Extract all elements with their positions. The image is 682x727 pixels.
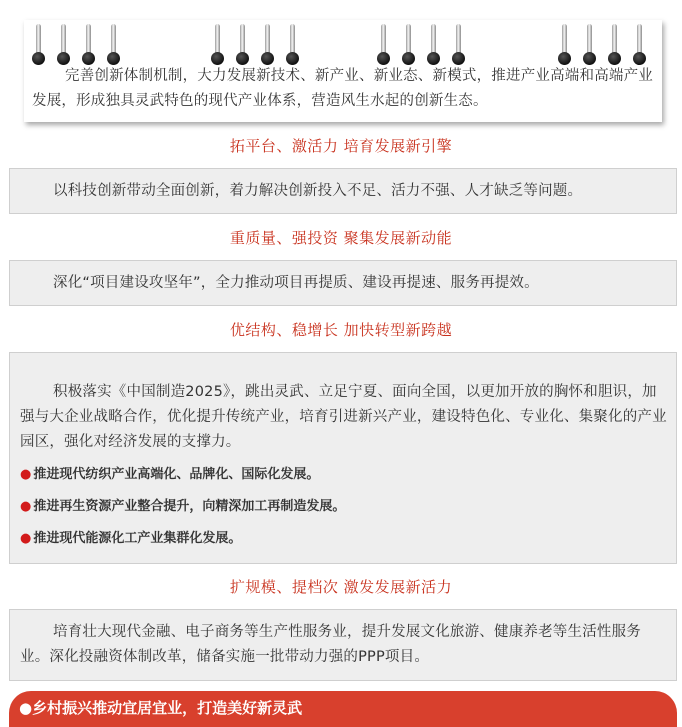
rural-revitalization-banner: ●乡村振兴推动宜居宜业，打造美好新灵武 — [9, 691, 677, 727]
bullet-item-recycling: ● 推进再生资源产业整合提升，向精深加工再制造发展。 — [20, 499, 346, 514]
section-heading-quality: 重质量、强投资 聚集发展新动能 — [229, 229, 453, 247]
section-box-structure — [9, 352, 677, 564]
notepad-card — [24, 20, 662, 122]
section-box-quality — [9, 260, 677, 306]
section-heading-platform: 拓平台、激活力 培育发展新引擎 — [229, 137, 453, 155]
intro-paragraph: 完善创新体制机制，大力发展新技术、新产业、新业态、新模式，推进产业高端和高端产业发展，形成独具灵武特色的现代产业体系，营造风生水起的创新生态。 — [32, 68, 653, 109]
section-text-platform: 以科技创新带动全面创新，着力解决创新投入不足、活力不强、人才缺乏等问题。 — [53, 183, 583, 199]
section-box-scale — [9, 609, 677, 681]
section-text-scale: 培育壮大现代金融、电子商务等生产性服务业，提升发展文化旅游、健康养老等生活性服务业。深化投融资体制改革，储备实施一批带动力强的PPP项目。 — [20, 624, 641, 665]
red-bullet-icon: ● — [20, 531, 32, 546]
section-text-structure: 积极落实《中国制造2025》，跳出灵武、立足宁夏、面向全国，以更加开放的胸怀和胆识，加强与大企业战略合作，优化提升传统产业，培育引进新兴产业，建设特色化、专业化、集聚化的产业园区，强化对经济发展的支撑力。 — [20, 384, 667, 450]
bullet-item-textile: ● 推进现代纺织产业高端化、品牌化、国际化发展。 — [20, 467, 320, 482]
red-bullet-icon: ● — [20, 499, 32, 514]
section-box-platform — [9, 168, 677, 214]
red-bullet-icon: ● — [20, 467, 32, 482]
section-heading-scale: 扩规模、提档次 激发发展新活力 — [229, 578, 453, 596]
section-text-quality: 深化“项目建设攻坚年”，全力推动项目再提质、建设再提速、服务再提效。 — [53, 275, 539, 291]
bullet-item-energy: ● 推进现代能源化工产业集群化发展。 — [20, 531, 242, 546]
section-heading-structure: 优结构、稳增长 加快转型新跨越 — [229, 321, 453, 339]
